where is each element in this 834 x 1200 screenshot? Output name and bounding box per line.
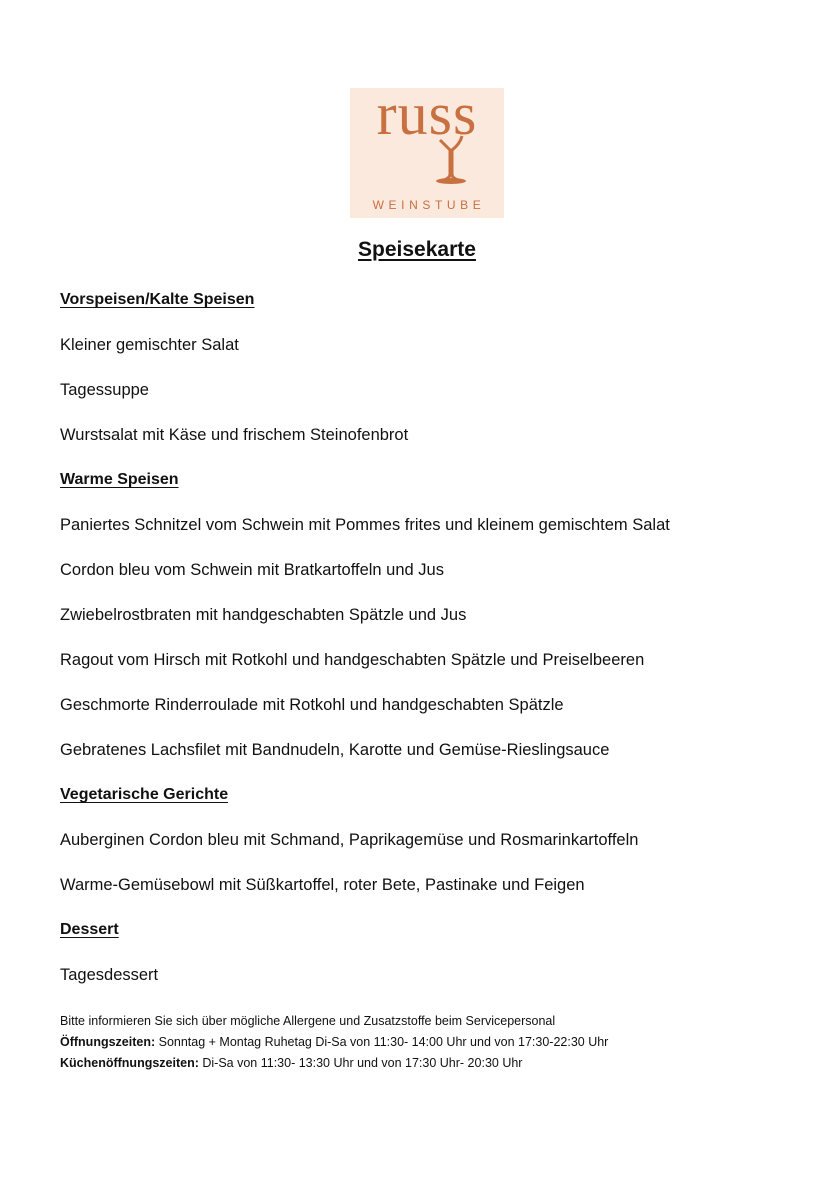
menu-item: Zwiebelrostbraten mit handgeschabten Spätzle und Jus: [60, 606, 467, 624]
menu-item: Kleiner gemischter Salat: [60, 336, 239, 354]
menu-item: Gebratenes Lachsfilet mit Bandnudeln, Karotte und Gemüse-Rieslingsauce: [60, 741, 610, 759]
kitchen-hours-label: Küchenöffnungszeiten:: [60, 1056, 199, 1070]
menu-item: Ragout vom Hirsch mit Rotkohl und handgeschabten Spätzle und Preiselbeeren: [60, 651, 645, 669]
restaurant-logo: [350, 88, 504, 218]
section-heading-dessert: Dessert: [60, 921, 119, 938]
opening-hours-label: Öffnungszeiten:: [60, 1035, 156, 1049]
logo-subtitle: WEINSTUBE: [372, 198, 486, 212]
logo-wordmark: russ: [376, 88, 478, 147]
wine-glass-wordmark-icon: [350, 88, 504, 198]
kitchen-hours: [60, 1056, 522, 1070]
section-heading-warme-speisen: Warme Speisen: [60, 471, 179, 488]
menu-item: Paniertes Schnitzel vom Schwein mit Pommes frites und kleinem gemischtem Salat: [60, 516, 670, 534]
section-heading-vegetarisch: Vegetarische Gerichte: [60, 786, 229, 803]
menu-item: Warme-Gemüsebowl mit Süßkartoffel, roter Bete, Pastinake und Feigen: [60, 876, 585, 894]
kitchen-hours-text: Di-Sa von 11:30- 13:30 Uhr und von 17:30 Uhr- 20:30 Uhr: [198, 1056, 523, 1070]
page-title: Speisekarte: [358, 238, 476, 261]
allergen-note: Bitte informieren Sie sich über mögliche Allergene und Zusatzstoffe beim Servicepersonal: [60, 1014, 556, 1028]
opening-hours: [60, 1035, 608, 1049]
section-heading-vorspeisen: Vorspeisen/Kalte Speisen: [60, 291, 255, 308]
menu-item: Tagesdessert: [60, 966, 159, 984]
menu-item: Auberginen Cordon bleu mit Schmand, Paprikagemüse und Rosmarinkartoffeln: [60, 831, 639, 849]
menu-item: Geschmorte Rinderroulade mit Rotkohl und handgeschabten Spätzle: [60, 696, 564, 714]
menu-item: Tagessuppe: [60, 381, 149, 399]
opening-hours-text: Sonntag + Montag Ruhetag Di-Sa von 11:30- 14:00 Uhr und von 17:30-22:30 Uhr: [155, 1035, 609, 1049]
menu-item: Wurstsalat mit Käse und frischem Steinofenbrot: [60, 426, 409, 444]
menu-item: Cordon bleu vom Schwein mit Bratkartoffeln und Jus: [60, 561, 444, 579]
